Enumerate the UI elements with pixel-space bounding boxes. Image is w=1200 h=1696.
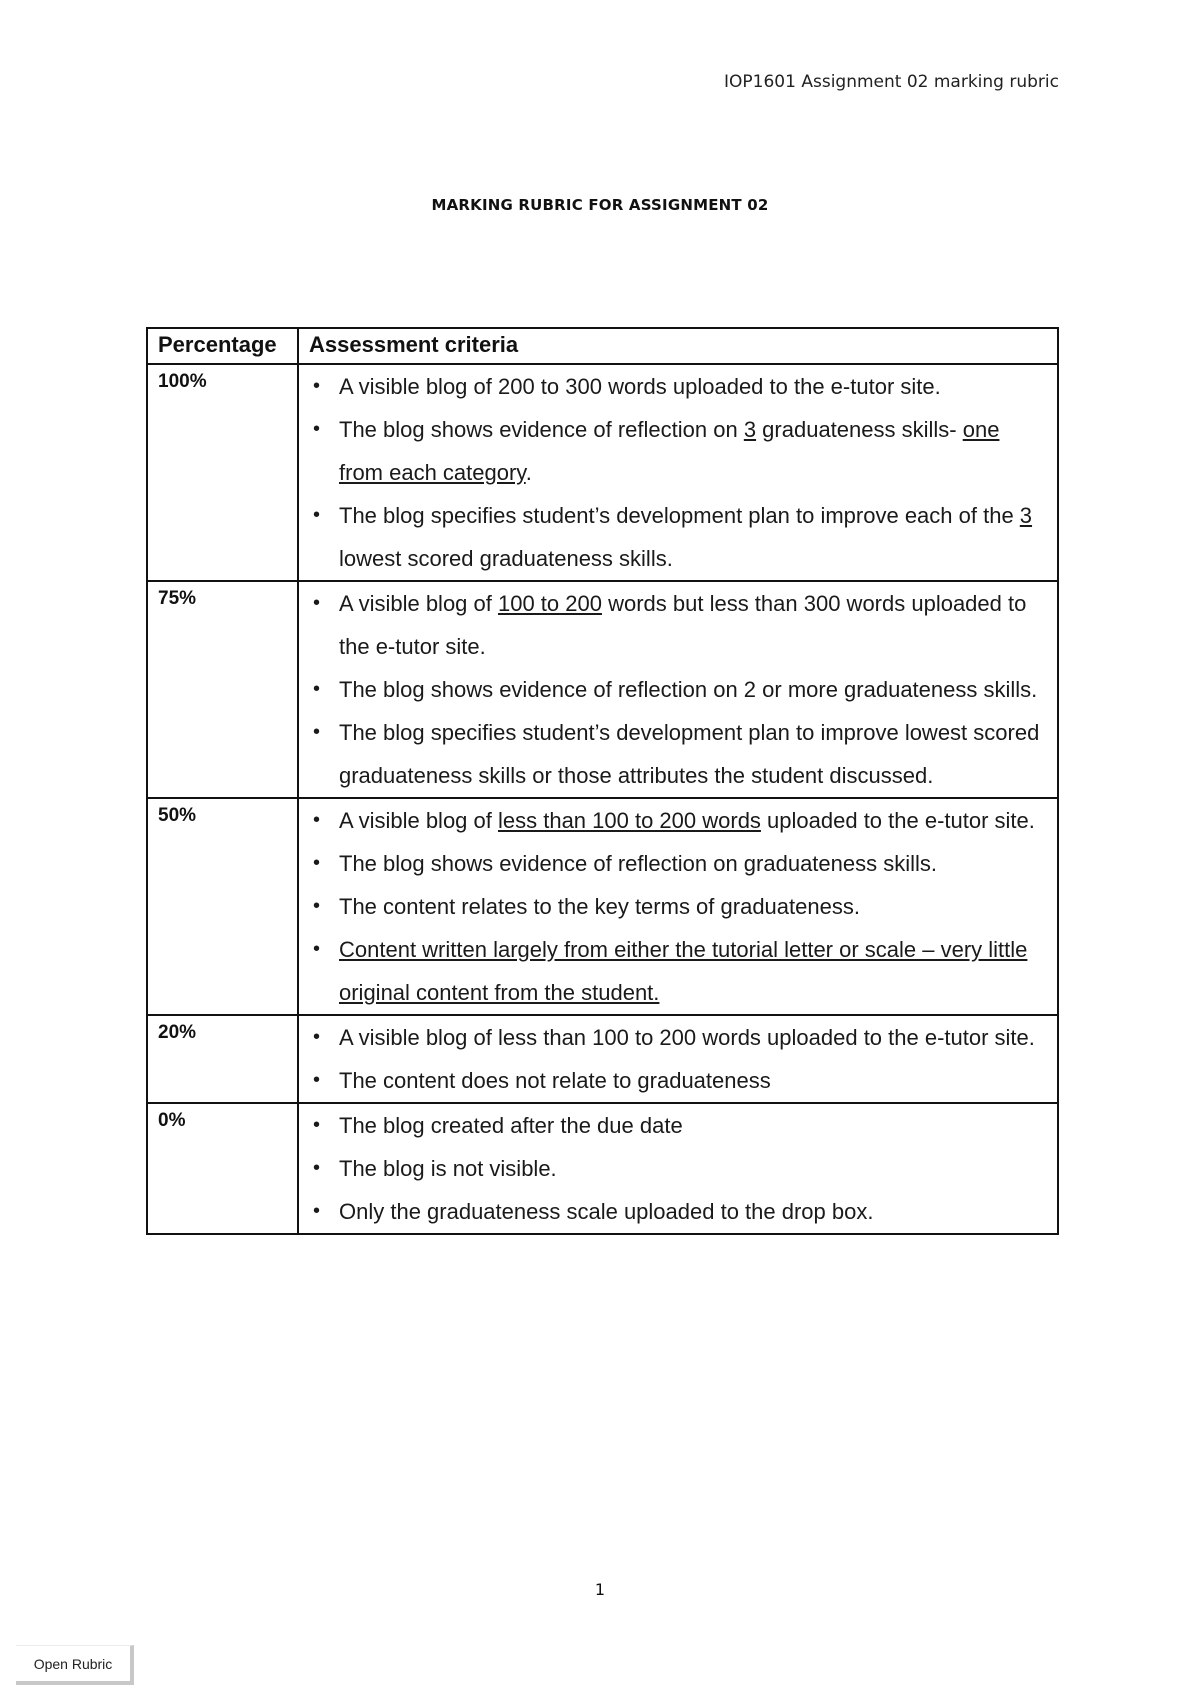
criteria-item bbox=[311, 365, 1045, 408]
bullet-icon: • bbox=[313, 721, 321, 743]
table-row bbox=[147, 1103, 1058, 1234]
bullet-icon: • bbox=[313, 1114, 321, 1136]
criteria-cell bbox=[298, 581, 1058, 798]
criteria-cell bbox=[298, 1103, 1058, 1234]
criteria-item bbox=[311, 885, 1045, 928]
bullet-icon: • bbox=[313, 678, 321, 700]
percentage-cell: 75% bbox=[147, 581, 298, 798]
criteria-list bbox=[299, 365, 1057, 580]
criteria-text: graduateness skills- bbox=[756, 417, 963, 442]
underlined-text: 3 bbox=[743, 417, 757, 442]
criteria-item bbox=[311, 842, 1045, 885]
criteria-cell bbox=[298, 364, 1058, 581]
open-rubric-badge[interactable]: Open Rubric bbox=[16, 1645, 134, 1685]
criteria-text: words but less than 300 words uploaded to the e-tutor site. bbox=[339, 591, 1027, 659]
bullet-icon: • bbox=[313, 938, 321, 960]
bullet-icon: • bbox=[313, 375, 321, 397]
bullet-icon: • bbox=[313, 592, 321, 614]
criteria-text: The content does not relate to graduateness bbox=[339, 1068, 771, 1093]
bullet-icon: • bbox=[313, 852, 321, 874]
criteria-text: The blog specifies student’s development plan to improve lowest scored graduateness skills or those attributes the student discussed. bbox=[339, 720, 1040, 788]
underlined-text: 3 bbox=[1019, 503, 1033, 528]
bullet-icon: • bbox=[313, 809, 321, 831]
percentage-cell: 0% bbox=[147, 1103, 298, 1234]
underlined-text: one from each category bbox=[339, 417, 1000, 485]
page-number: 1 bbox=[594, 1580, 606, 1599]
criteria-cell bbox=[298, 1015, 1058, 1103]
column-header-criteria: Assessment criteria bbox=[298, 328, 1058, 364]
bullet-icon: • bbox=[313, 1069, 321, 1091]
criteria-text: The blog shows evidence of reflection on 2 or more graduateness skills. bbox=[339, 677, 1038, 702]
underlined-text: Content written largely from either the tutorial letter or scale – very little original content from the student. bbox=[339, 937, 1028, 1005]
criteria-text: A visible blog of bbox=[339, 591, 498, 616]
criteria-list bbox=[299, 1104, 1057, 1233]
criteria-text: The blog shows evidence of reflection on bbox=[339, 417, 744, 442]
criteria-item bbox=[311, 928, 1045, 1014]
table-header-row bbox=[147, 328, 1058, 364]
criteria-item bbox=[311, 1190, 1045, 1233]
percentage-cell: 50% bbox=[147, 798, 298, 1015]
bullet-icon: • bbox=[313, 1200, 321, 1222]
bullet-icon: • bbox=[313, 1026, 321, 1048]
criteria-list bbox=[299, 1016, 1057, 1102]
column-header-percentage: Percentage bbox=[147, 328, 298, 364]
percentage-cell: 100% bbox=[147, 364, 298, 581]
rubric-table bbox=[146, 327, 1059, 1235]
criteria-text: Only the graduateness scale uploaded to the drop box. bbox=[339, 1199, 874, 1224]
criteria-text: A visible blog of less than 100 to 200 words uploaded to the e-tutor site. bbox=[339, 1025, 1035, 1050]
criteria-item bbox=[311, 1104, 1045, 1147]
criteria-text: lowest scored graduateness skills. bbox=[339, 546, 673, 571]
criteria-text: A visible blog of 200 to 300 words uploaded to the e-tutor site. bbox=[339, 374, 941, 399]
criteria-list bbox=[299, 582, 1057, 797]
criteria-text: The blog is not visible. bbox=[339, 1156, 557, 1181]
table-row bbox=[147, 364, 1058, 581]
criteria-text: uploaded to the e-tutor site. bbox=[760, 808, 1035, 833]
table-row bbox=[147, 1015, 1058, 1103]
criteria-text: The blog shows evidence of reflection on graduateness skills. bbox=[339, 851, 938, 876]
table-row bbox=[147, 581, 1058, 798]
criteria-text: . bbox=[525, 460, 532, 485]
underlined-text: less than 100 to 200 words bbox=[497, 808, 761, 833]
criteria-item bbox=[311, 711, 1045, 797]
criteria-text: A visible blog of bbox=[339, 808, 498, 833]
criteria-text: The blog specifies student’s development plan to improve each of the bbox=[339, 503, 1020, 528]
criteria-list bbox=[299, 799, 1057, 1014]
criteria-item bbox=[311, 799, 1045, 842]
percentage-cell: 20% bbox=[147, 1015, 298, 1103]
bullet-icon: • bbox=[313, 895, 321, 917]
criteria-item bbox=[311, 1147, 1045, 1190]
bullet-icon: • bbox=[313, 1157, 321, 1179]
running-header: IOP1601 Assignment 02 marking rubric bbox=[724, 72, 1059, 92]
criteria-item bbox=[311, 668, 1045, 711]
criteria-item bbox=[311, 408, 1045, 494]
criteria-text: The content relates to the key terms of graduateness. bbox=[339, 894, 860, 919]
criteria-item bbox=[311, 1016, 1045, 1059]
criteria-item bbox=[311, 494, 1045, 580]
table-row bbox=[147, 798, 1058, 1015]
rubric-body bbox=[147, 364, 1058, 1234]
page-title: MARKING RUBRIC FOR ASSIGNMENT 02 bbox=[431, 196, 769, 214]
bullet-icon: • bbox=[313, 418, 321, 440]
criteria-item bbox=[311, 582, 1045, 668]
criteria-text: The blog created after the due date bbox=[339, 1113, 683, 1138]
criteria-cell bbox=[298, 798, 1058, 1015]
underlined-text: 100 to 200 bbox=[497, 591, 602, 616]
criteria-item bbox=[311, 1059, 1045, 1102]
bullet-icon: • bbox=[313, 504, 321, 526]
